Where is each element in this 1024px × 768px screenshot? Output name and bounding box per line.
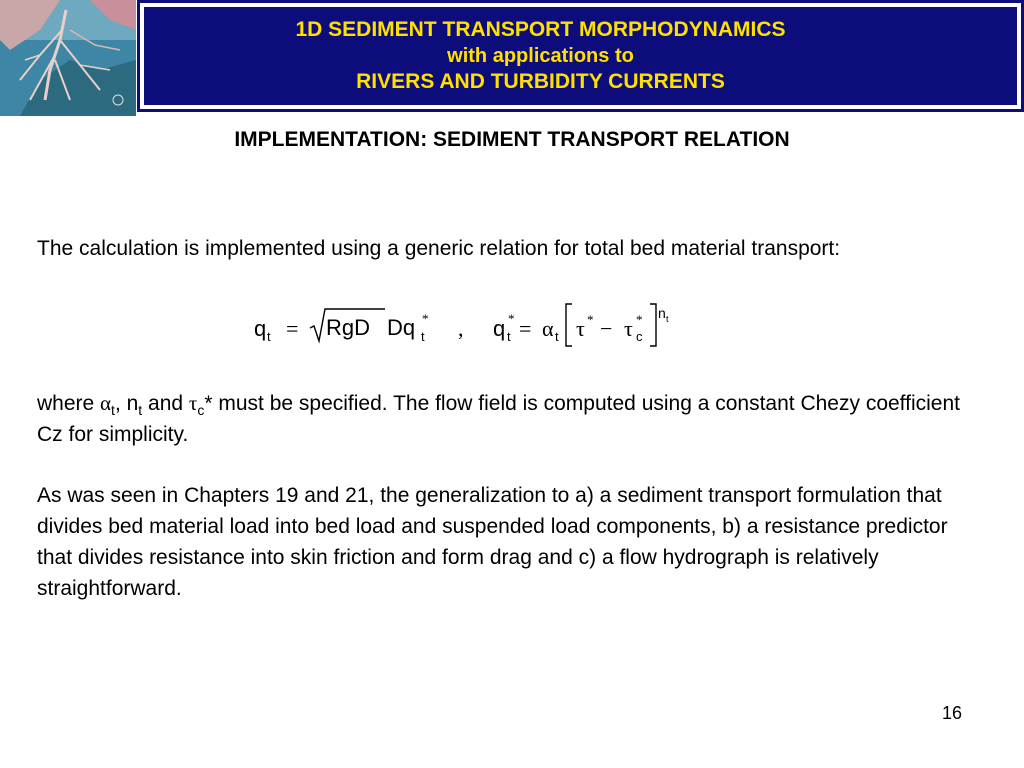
banner-title-line-1: 1D SEDIMENT TRANSPORT MORPHODYNAMICS — [295, 18, 786, 41]
where-alpha-sub: t — [111, 402, 115, 419]
where-tau: τ — [188, 391, 198, 415]
eq-comma: , — [458, 316, 464, 341]
eq-equals-2: = — [519, 316, 532, 341]
slide-title: IMPLEMENTATION: SEDIMENT TRANSPORT RELATION — [234, 128, 790, 151]
where-text-1: where — [37, 392, 101, 415]
where-text-3: and — [142, 392, 189, 415]
delta-logo-image — [0, 0, 136, 116]
chapters-paragraph: As was seen in Chapters 19 and 21, the generalization to a) a sediment transport formulation that divides bed material load into bed load and suspended load components, b) a resistance predictor that divides resistance into skin friction and form drag and c) a flow hydrograph is relatively straightforward. — [37, 484, 948, 600]
eq-dq-term: Dq — [387, 315, 416, 340]
eq-alpha-sub: t — [555, 329, 559, 344]
eq-equals-1: = — [286, 316, 299, 341]
eq-tau-c-sub: c — [636, 329, 643, 344]
eq-alpha: α — [542, 316, 554, 341]
eq-qstar-symbol: q — [493, 316, 506, 341]
transport-equation — [252, 296, 692, 356]
banner-title-line-2: with applications to — [447, 45, 634, 67]
where-alpha: α — [100, 391, 112, 415]
where-text-4: * must be specified. The flow field is computed using a constant Chezy coefficient Cz for simplicity. — [37, 392, 960, 446]
eq-dq-sup: * — [422, 311, 429, 326]
eq-exponent-sub: t — [666, 314, 669, 324]
title-banner — [137, 0, 1024, 112]
eq-tau-c-sup: * — [636, 312, 643, 327]
where-n-sub: t — [138, 402, 143, 419]
eq-left-bracket — [566, 304, 572, 346]
page-number: 16 — [941, 703, 962, 723]
banner-title-line-3: RIVERS AND TURBIDITY CURRENTS — [356, 70, 725, 93]
eq-sqrt-argument: RgD — [326, 315, 371, 340]
eq-right-bracket — [650, 304, 656, 346]
eq-minus: − — [600, 316, 613, 341]
delta-map-icon — [0, 0, 136, 116]
where-tau-sub: c — [197, 402, 205, 419]
eq-dq-sub: t — [421, 329, 425, 344]
eq-tau-c: τ — [624, 316, 633, 341]
eq-qstar-sub: t — [507, 329, 511, 344]
eq-exponent: n — [658, 305, 666, 321]
eq-qt-symbol: q — [254, 316, 267, 341]
where-text-2: , n — [114, 392, 139, 415]
where-paragraph — [37, 388, 987, 450]
eq-qt-sub: t — [267, 329, 271, 344]
eq-tau-sup: * — [587, 312, 594, 327]
eq-qstar-sup: * — [508, 311, 515, 326]
eq-tau: τ — [576, 316, 585, 341]
intro-paragraph: The calculation is implemented using a generic relation for total bed material transport: — [37, 237, 841, 260]
